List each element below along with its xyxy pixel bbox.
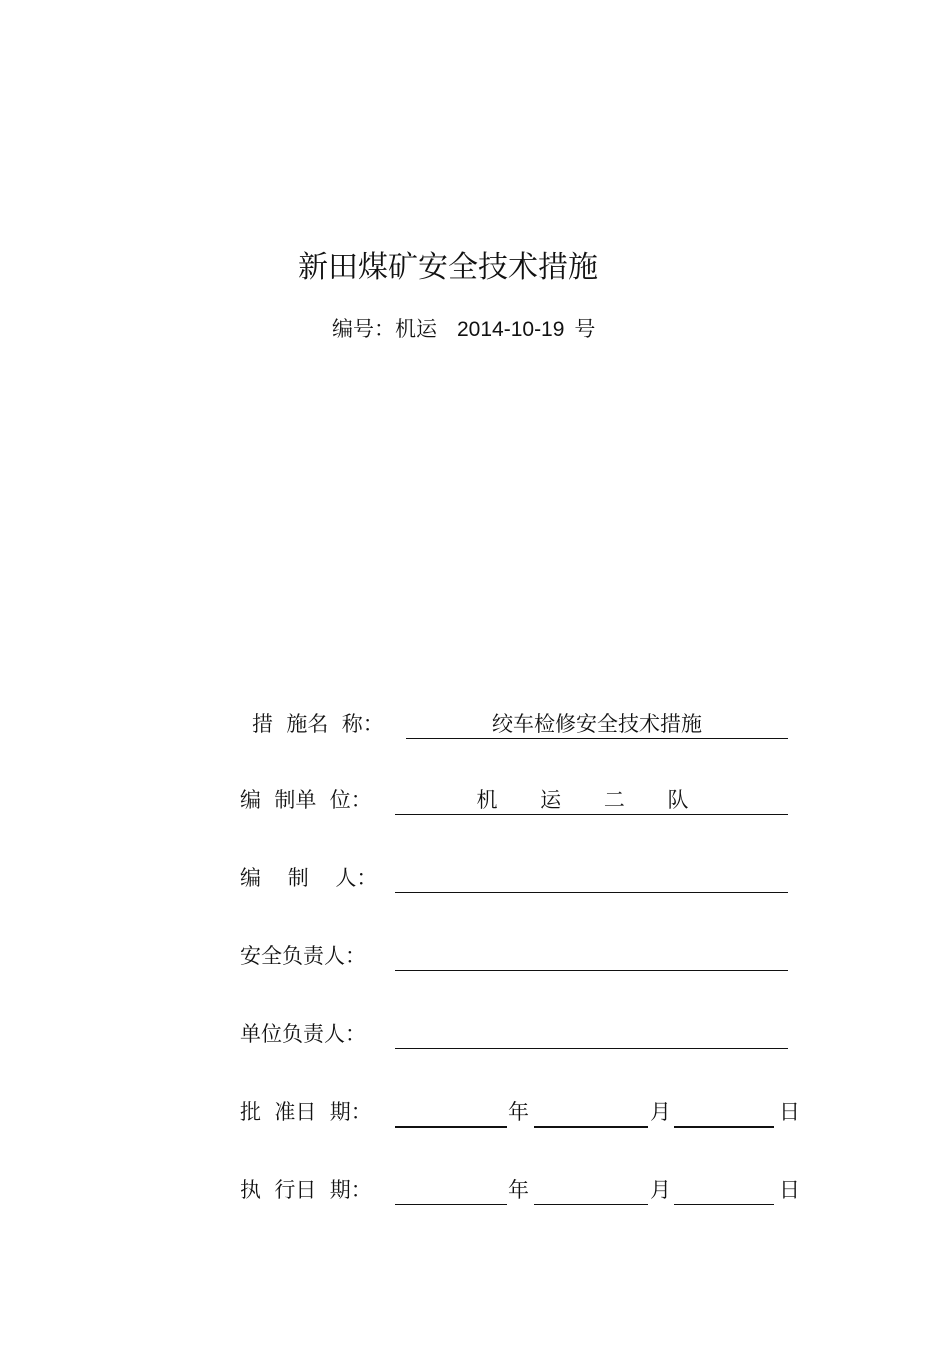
document-number-prefix: 编号：机运: [332, 317, 437, 341]
safety-head-row: [240, 940, 792, 972]
approve-month-field[interactable]: [534, 1096, 648, 1128]
safety-head-label: 安全负责人：: [240, 944, 366, 968]
unit-label: 编 制单 位：: [240, 788, 372, 812]
approve-day-field[interactable]: [674, 1096, 774, 1128]
document-number: [332, 314, 595, 345]
approve-day-label: 日: [779, 1100, 800, 1124]
exec-date-label: 执 行日 期：: [240, 1178, 372, 1202]
unit-head-label: 单位负责人：: [240, 1022, 366, 1046]
approve-year-field[interactable]: [395, 1096, 507, 1128]
exec-year-label: 年: [508, 1178, 529, 1202]
measure-name-field[interactable]: [406, 708, 788, 739]
exec-month-label: 月: [650, 1178, 671, 1202]
exec-date-row: [240, 1174, 810, 1206]
exec-month-field[interactable]: [534, 1174, 648, 1205]
unit-head-field[interactable]: [395, 1018, 788, 1049]
measure-name-label: 措 施名 称：: [252, 712, 384, 736]
author-row: [240, 862, 792, 894]
document-number-value: 2014-10-19: [457, 318, 565, 341]
approve-month-label: 月: [650, 1100, 671, 1124]
exec-day-label: 日: [779, 1178, 800, 1202]
unit-value: 机 运 二 队: [476, 788, 707, 812]
approve-year-label: 年: [508, 1100, 529, 1124]
approve-date-label: 批 准日 期：: [240, 1100, 372, 1124]
measure-name-value: 绞车检修安全技术措施: [492, 712, 702, 736]
approve-date-row: [240, 1096, 810, 1128]
document-number-suffix: 号: [574, 317, 596, 341]
unit-field[interactable]: [395, 784, 788, 815]
measure-name-row: [252, 708, 792, 740]
unit-row: [240, 784, 792, 816]
document-title: 新田煤矿安全技术措施: [298, 250, 598, 285]
exec-year-field[interactable]: [395, 1174, 507, 1205]
exec-day-field[interactable]: [674, 1174, 774, 1205]
author-field[interactable]: [395, 862, 788, 893]
author-label: 编 制 人：: [240, 866, 378, 890]
unit-head-row: [240, 1018, 792, 1050]
safety-head-field[interactable]: [395, 940, 788, 971]
